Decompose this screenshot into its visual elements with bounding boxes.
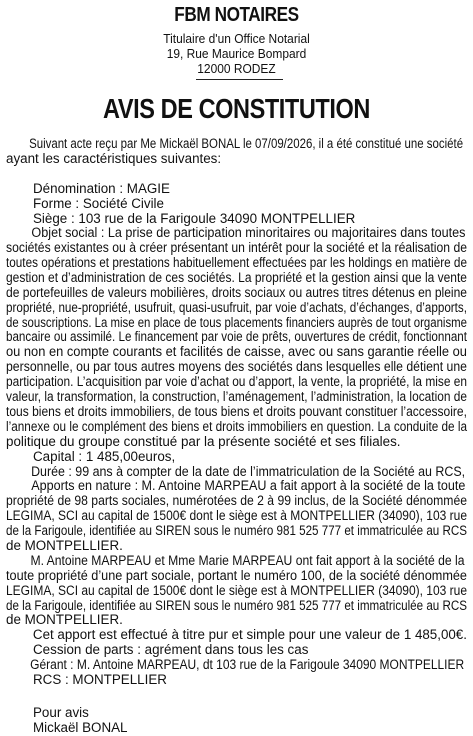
body-line: de la Farigoule, identifiée au SIREN sous le numéro 981 525 777 et immatriculée au RCS xyxy=(6,598,467,613)
body-line: de la Farigoule, identifiée au SIREN sous le numéro 981 525 777 et immatriculée au RCS xyxy=(6,523,467,538)
body-line: de souscriptions. La mise en place de tous placements financiers auprès de tout organisme xyxy=(6,315,467,330)
body-line: Cet apport est effectué à titre pur et simple pour une valeur de 1 485,00€. xyxy=(32,627,467,642)
body-line: ayant les caractéristiques suivantes: xyxy=(6,151,222,166)
body-line: sociétés existantes ou à créer présentant un intérêt pour la société et la réalisation de xyxy=(6,240,467,255)
body-line: Durée : 99 ans à compter de la date de l’immatriculation de la Société au RCS, xyxy=(31,464,466,479)
body-line: Capital : 1 485,00euros, xyxy=(33,449,176,464)
body-line: Siège : 103 rue de la Farigoule 34090 MONTPELLIER xyxy=(33,211,356,226)
header-divider xyxy=(196,79,283,80)
body-line: l’annexe ou le complément des biens et droits immobiliers en question. La conduite de la xyxy=(6,419,467,434)
body-line: RCS : MONTPELLIER xyxy=(33,672,167,687)
body-line: LEGIMA, SCI au capital de 1500€ dont le siège est à MONTPELLIER (34090), 103 rue xyxy=(6,583,468,598)
body-line: Gérant : M. Antoine MARPEAU, dt 103 rue de la Farigoule 34090 MONTPELLIER xyxy=(30,657,465,672)
firm-name: FBM NOTAIRES xyxy=(174,4,299,26)
body-line: tous biens et droits immobiliers, de tous biens et droits pouvant constituer l’accessoire, xyxy=(6,404,467,419)
body-line: toute propriété d’une part sociale, portant le numéro 100, de la société dénommée xyxy=(6,568,467,583)
body-line: LEGIMA, SCI au capital de 1500€ dont le siège est à MONTPELLIER (34090), 103 rue xyxy=(6,508,468,523)
firm-address-street: 19, Rue Maurice Bompard xyxy=(166,46,307,61)
body-line: propriété de 98 parts sociales, numérotées de 2 à 99 inclus, de la Société dénommée xyxy=(6,493,467,508)
body-line: ou non en compte courants et facilités de caisse, avec ou sans garantie réelle ou xyxy=(6,344,467,359)
signature-name: Mickaël BONAL xyxy=(33,720,128,735)
notice-title: AVIS DE CONSTITUTION xyxy=(103,93,370,124)
body-line: politique du groupe constitué par la présente société et ses filiales. xyxy=(6,434,401,449)
firm-address-city: 12000 RODEZ xyxy=(197,61,276,76)
firm-title-line: Titulaire d'un Office Notarial xyxy=(163,31,310,46)
body-line: de MONTPELLIER. xyxy=(6,612,123,627)
body-line: Cession de parts : agrément dans tous les cas xyxy=(33,642,309,657)
body-line: valeur, la transformation, la construction, l’aménagement, l’administration, la location de xyxy=(6,389,468,404)
body-line: de MONTPELLIER. xyxy=(6,538,123,553)
body-line: de portefeuilles de valeurs mobilières, droits sociaux ou autres titres détenus en pleine xyxy=(6,285,468,300)
body-line: Dénomination : MAGIE xyxy=(33,181,170,196)
body-line: Objet social : La prise de participation minoritaires ou majoritaires dans toutes xyxy=(31,225,466,240)
signature-pour-avis: Pour avis xyxy=(33,705,89,720)
body-line: Forme : Société Civile xyxy=(33,196,164,211)
body-line: bancaire ou assimilé. Le financement par voie de prêts, ouvertures de crédit, fonctionnant xyxy=(6,329,467,344)
body-line: Suivant acte reçu par Me Mickaël BONAL le 07/09/2026, il a été constitué une société xyxy=(29,136,464,151)
body-line: M. Antoine MARPEAU et Mme Marie MARPEAU ont fait apport à la société de la xyxy=(30,553,465,568)
legal-notice xyxy=(6,0,467,736)
body-line: gestion et d’administration de ces sociétés. La propriété et la gestion ainsi que la vente xyxy=(6,270,467,285)
body-line: propriété, nue-propriété, usufruit, quasi-usufruit, par voie d’achats, d’échanges, d’apports, xyxy=(6,300,467,315)
body-line: toutes opérations et prestations habituellement effectuées par les holdings en matière de xyxy=(6,255,467,270)
body-line: participation. L’acquisition par voie d’achat ou d’apport, la vente, la propriété, la mise en xyxy=(6,374,467,389)
body-line: Apports en nature : M. Antoine MARPEAU a fait apport à la société de la toute xyxy=(31,478,466,493)
body-line: personnelle, ou par tous autres moyens des sociétés dans lesquelles elle détient une xyxy=(6,359,467,374)
